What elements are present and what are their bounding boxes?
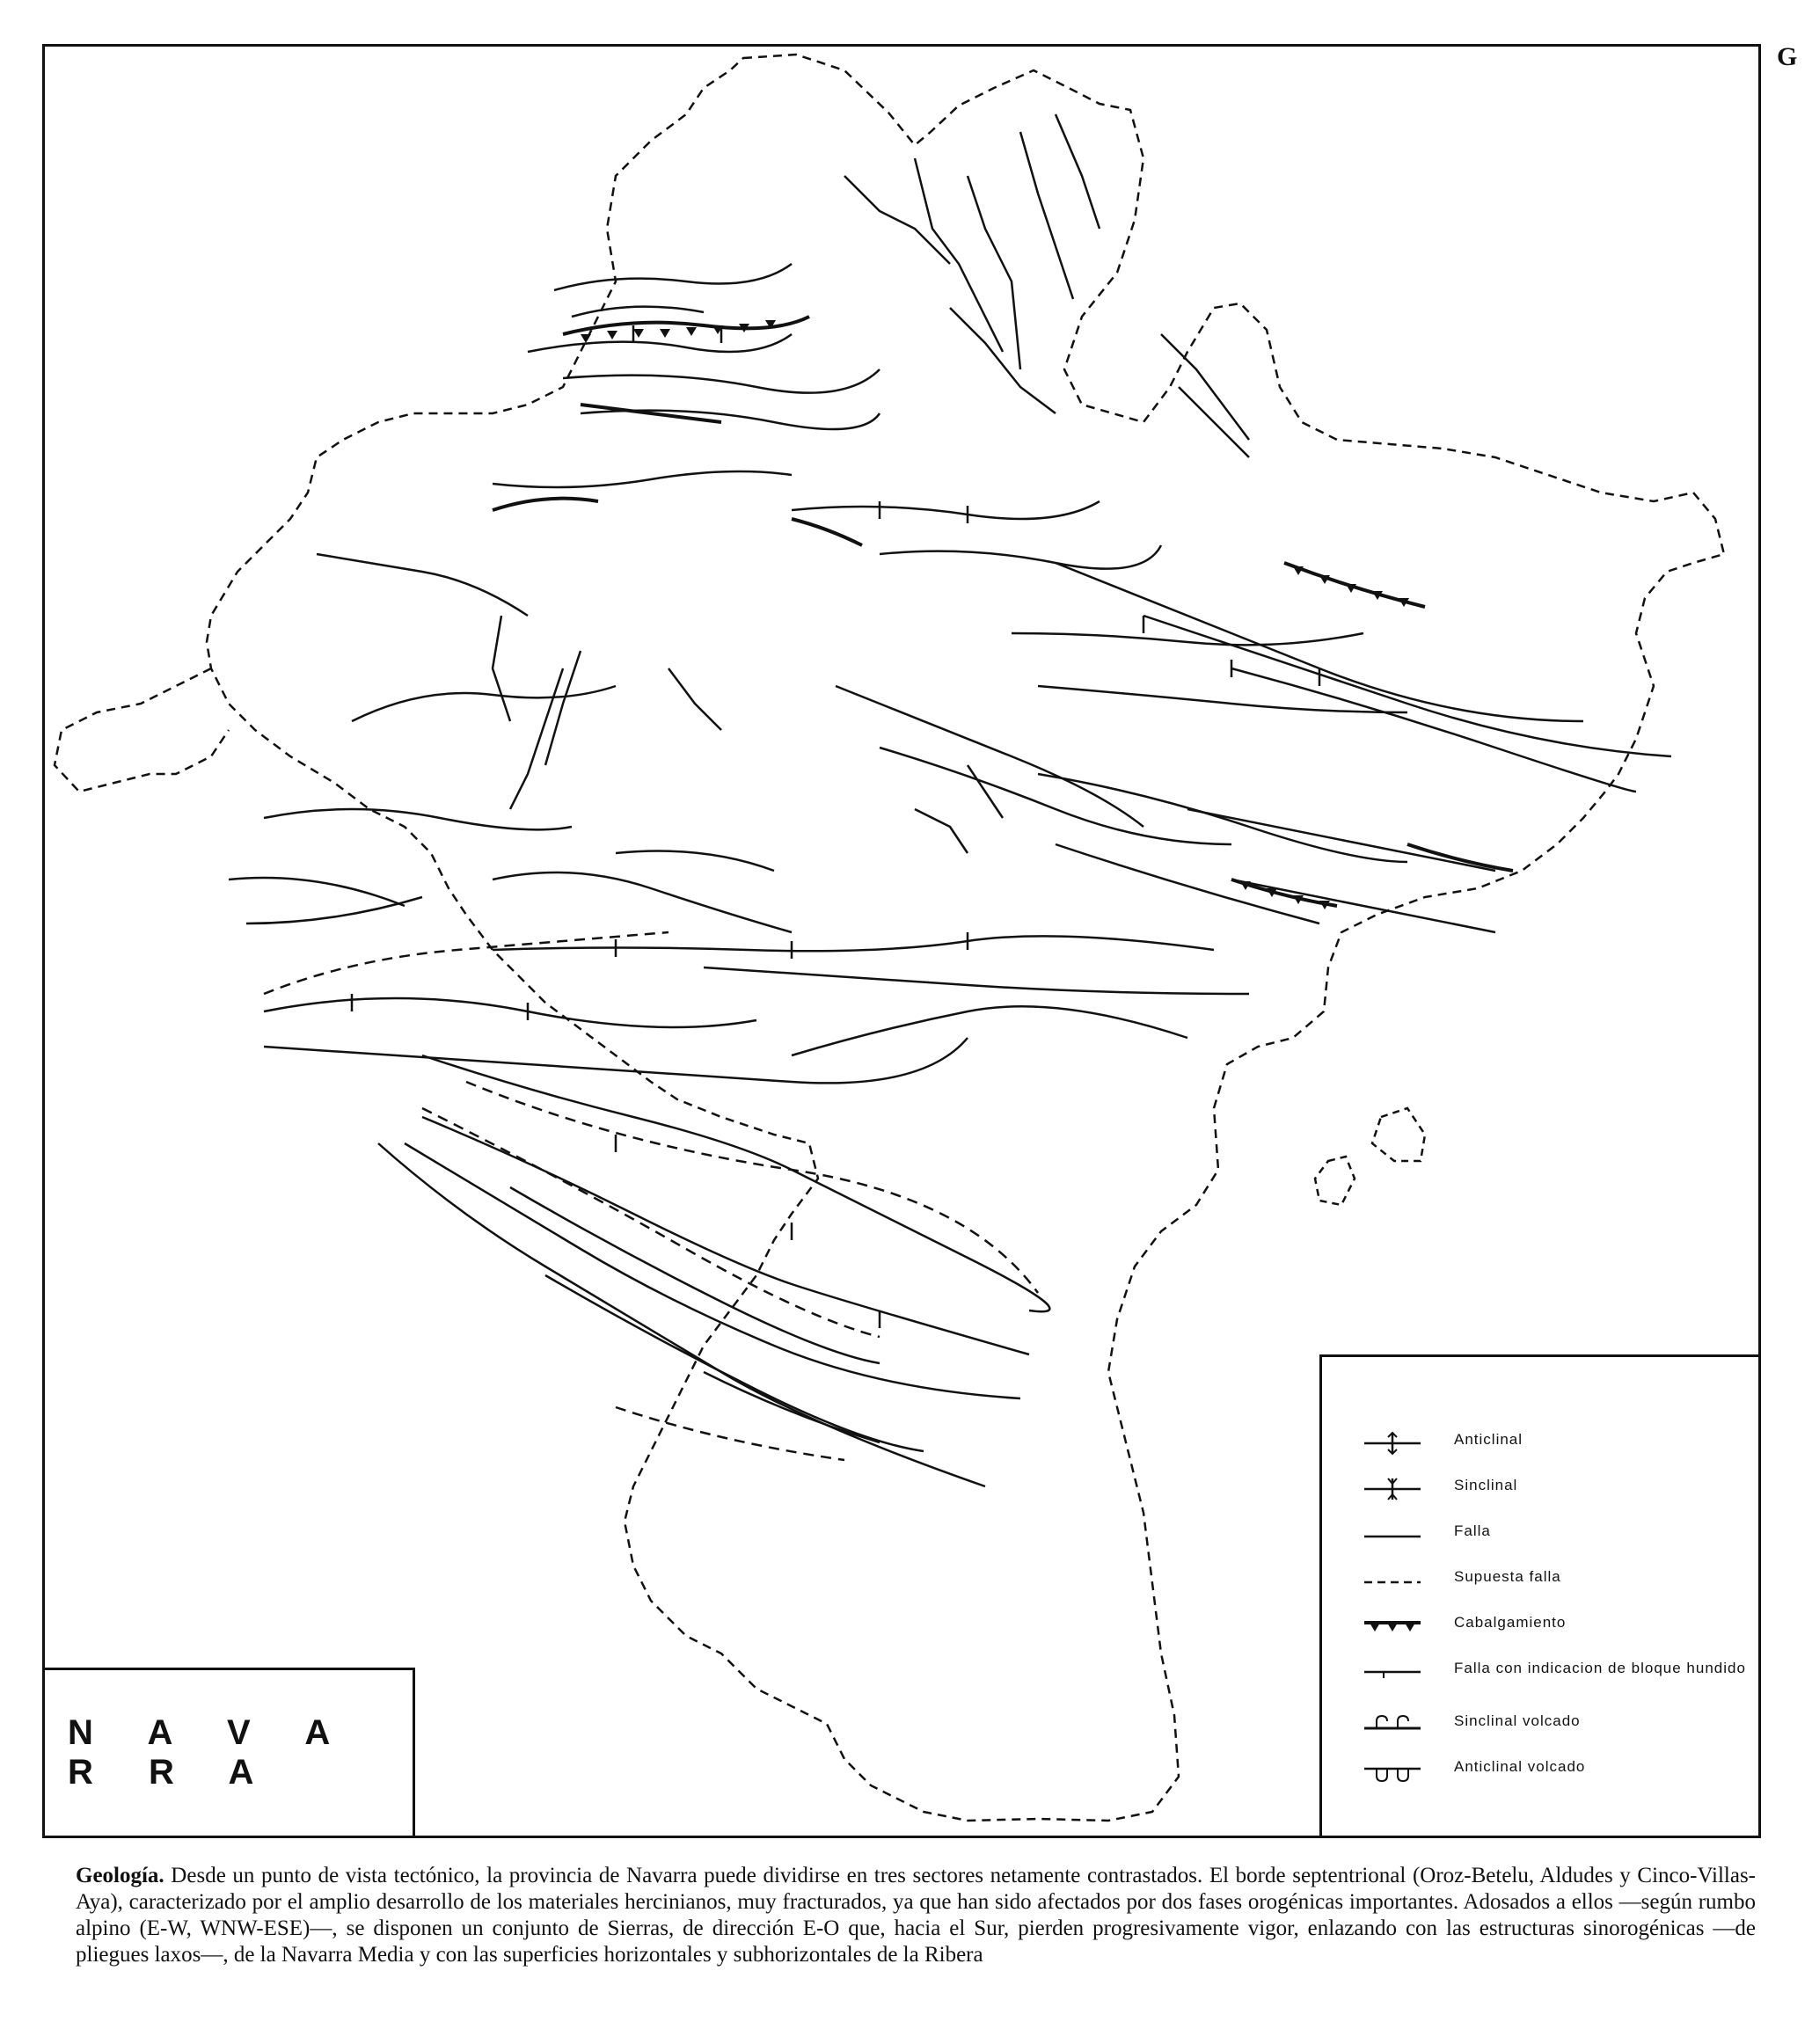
thrust-fault (493, 499, 598, 510)
legend-row-thrust (1322, 1609, 1758, 1644)
province-border-west (55, 668, 229, 792)
legend-row-syncline (1322, 1471, 1758, 1507)
fold-axis (792, 501, 1100, 519)
fold-axis (563, 369, 880, 393)
fault (1056, 114, 1100, 229)
fold-axis (264, 809, 572, 829)
legend-label: Anticlinal volcado (1454, 1758, 1586, 1775)
supposed-fault (466, 1082, 1038, 1293)
fold-axis (405, 1143, 1020, 1398)
fold-axis (581, 411, 880, 429)
fold-axis (493, 872, 792, 932)
fold-axis (1143, 616, 1671, 756)
legend-label: Sinclinal (1454, 1477, 1518, 1493)
anticline-icon (1357, 1426, 1428, 1461)
supposed-fault-icon (1357, 1563, 1428, 1598)
overturned-anticline-icon (1357, 1753, 1428, 1788)
fault (572, 307, 704, 317)
legend-row-overturned-anticline (1322, 1753, 1758, 1788)
legend-label: Anticlinal (1454, 1431, 1523, 1448)
legend-label: Sinclinal volcado (1454, 1712, 1581, 1729)
caption-lead: Geología. (76, 1864, 164, 1887)
caption-text: Desde un punto de vista tectónico, la provincia de Navarra puede dividirse en tres sectores netamente contrastados. El borde septentrional (Oroz-Betelu, Aldudes y Cinco-Villas-Aya), caracterizado por el amplio desarrollo de los materiales hercinianos, muy fracturados, ya que han sido afectados por dos fases orogénicas importantes. Adosados a ellos —según rumbo alpino (E-W, WNW-ESE)—, se disponen un conjunto de Sierras, de dirección E-O que, hacia el Sur, pierden progresivamente vigor, enlazando con las estructuras sinorogénicas —de pliegues laxos—, de la Navarra Media y con las superficies horizontales y subhorizontales de la Ribera (76, 1864, 1756, 1967)
fold-axis (528, 334, 792, 352)
fold-axis (792, 1006, 1187, 1055)
supposed-fault (264, 932, 669, 994)
map-legend (1319, 1354, 1761, 1838)
fold-axis (264, 1038, 968, 1083)
fold-axis (1056, 844, 1319, 923)
fault (317, 554, 528, 616)
page-corner-letter: G (1777, 42, 1798, 71)
fold-axis (880, 545, 1161, 569)
fold-axis (352, 686, 616, 721)
overturned-syncline-icon (1357, 1707, 1428, 1742)
fault (669, 668, 721, 730)
fault (493, 616, 510, 721)
fault (950, 308, 1056, 413)
fault (915, 809, 968, 853)
fault (510, 668, 563, 809)
fault (1020, 132, 1073, 299)
legend-row-downthrown-fault (1322, 1654, 1758, 1690)
fault (1161, 334, 1249, 440)
fold-axis (704, 967, 1249, 994)
fold-axis (493, 471, 792, 487)
fold-axis (1187, 809, 1495, 871)
fold-axis (1038, 686, 1407, 712)
thrust-fault (1407, 844, 1513, 871)
fold-axis (1231, 668, 1636, 792)
fold-axis (510, 1187, 880, 1363)
fold-axis (880, 748, 1231, 844)
legend-label: Supuesta falla (1454, 1568, 1561, 1585)
thrust-icon (1357, 1609, 1428, 1644)
fault (968, 176, 1020, 369)
fault (844, 176, 950, 264)
thrust-fault (792, 519, 862, 545)
fold-axis (1012, 633, 1363, 645)
legend-label: Falla (1454, 1522, 1491, 1539)
map-title: N A V A R R A (68, 1713, 352, 1792)
fold-axis (422, 1117, 1029, 1354)
thrust-fault (581, 405, 721, 422)
fold-axis (1231, 880, 1495, 932)
fault (915, 158, 1003, 352)
fold-axis (264, 998, 756, 1027)
downthrown-fault-icon (1357, 1654, 1428, 1690)
legend-row-supposed-fault (1322, 1563, 1758, 1598)
legend-label: Cabalgamiento (1454, 1614, 1567, 1631)
legend-row-overturned-syncline (1322, 1707, 1758, 1742)
legend-row-anticline (1322, 1426, 1758, 1461)
figure-caption (76, 1863, 1756, 1968)
syncline-icon (1357, 1471, 1428, 1507)
fault (554, 264, 792, 290)
fold-axis (422, 1055, 1049, 1311)
fold-axis (836, 686, 1143, 827)
fault (1179, 387, 1249, 457)
fold-axis (1056, 563, 1583, 721)
fault-icon (1357, 1517, 1428, 1552)
enclave-east (1315, 1108, 1425, 1205)
fold-axis (246, 897, 422, 923)
fold-axis (229, 878, 405, 906)
map-title-box (42, 1668, 415, 1838)
fold-axis (1038, 774, 1407, 862)
legend-row-fault (1322, 1517, 1758, 1552)
fold-axis (616, 851, 774, 872)
legend-label: Falla con indicacion de bloque hundido (1454, 1660, 1746, 1676)
fault (968, 765, 1003, 818)
